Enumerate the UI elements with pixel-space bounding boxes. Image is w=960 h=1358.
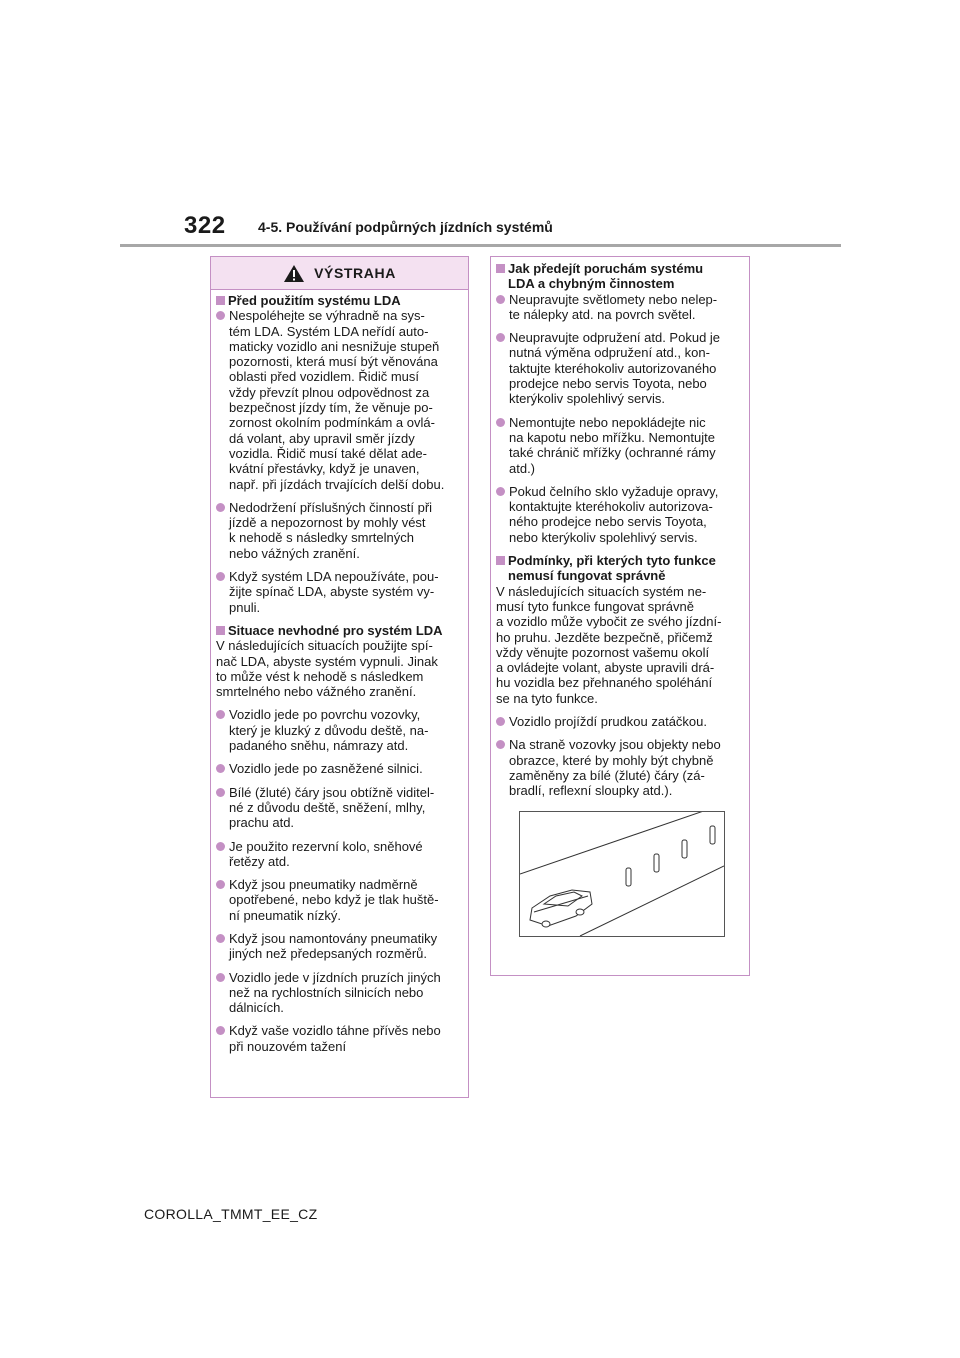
bullet-item	[496, 415, 744, 476]
text-line: pnuli.	[229, 599, 261, 615]
bullet-item	[216, 308, 463, 492]
text-line: se na tyto funkce.	[496, 690, 598, 706]
text-line: jiných než předepsaných rozměrů.	[229, 946, 427, 962]
text-line: Pokud čelního sklo vyžaduje opravy,	[509, 483, 719, 499]
header-rule	[120, 244, 841, 247]
heading-before-use: Před použitím systému LDA	[216, 293, 463, 308]
text-line: Bílé (žluté) čáry jsou obtížně viditel-	[229, 784, 435, 800]
text-line: řetězy atd.	[229, 853, 290, 869]
car-and-guardrail-drawing	[520, 812, 724, 936]
bullet-item	[496, 714, 744, 729]
text-line: Podmínky, při kterých tyto funkce	[508, 553, 716, 569]
text-line: bezpečnost jízdy tím, že věnuje po-	[229, 400, 433, 416]
text-line: ní pneumatik nízký.	[229, 907, 341, 923]
text-line: Neupravujte odpružení atd. Pokud je	[509, 330, 721, 346]
text-line: zaměněny za bílé (žluté) čáry (zá-	[509, 767, 705, 783]
warning-header	[211, 257, 468, 290]
text-line: Neupravujte světlomety nebo nelep-	[509, 291, 718, 307]
text-line: smrtelného nebo vážného zranění.	[216, 684, 417, 700]
text-line: prachu atd.	[229, 815, 295, 831]
text-line: Nedodržení příslušných činností při	[229, 499, 433, 515]
text-line: Když systém LDA nepoužíváte, pou-	[229, 569, 439, 585]
text-line: nač LDA, abyste systém vypnuli. Jinak	[216, 653, 438, 669]
text-line: vždy věnujte pozornost vašemu okolí	[496, 644, 710, 660]
bullet-item	[216, 707, 463, 753]
bullet-item	[216, 500, 463, 561]
text-line: atd.)	[509, 460, 536, 476]
text-line: Nemontujte nebo nepokládejte nic	[509, 414, 706, 430]
text-line: kontaktujte kteréhokoliv autorizova-	[509, 499, 713, 515]
text-line: k nehodě s následky smrtelných	[229, 530, 414, 546]
text-line: ho pruhu. Jezděte bezpečně, přičemž	[496, 629, 713, 645]
bullet-item	[496, 737, 744, 798]
text-line: zornost okolním podmínkám a ovlá-	[229, 415, 435, 431]
text-line: než na rychlostních silnicích nebo	[229, 984, 424, 1000]
text-line: pozornosti, která musí být věnována	[229, 354, 438, 370]
text-line: bradlí, reflexní sloupky atd.).	[509, 783, 673, 799]
text-line: dá volant, aby upravil směr jízdy	[229, 430, 415, 446]
text-line: na kapotu nebo mřížku. Nemontujte	[509, 429, 715, 445]
text-line: nutná výměna odpružení atd., kon-	[509, 345, 710, 361]
text-line: nebo vážných zranění.	[229, 545, 360, 561]
text-line: vždy převzít plnou odpovědnost za	[229, 384, 430, 400]
text-line: který je kluzký z důvodu deště, na-	[229, 722, 429, 738]
page-number: 322	[184, 212, 226, 239]
text-line: prodejce nebo servis Toyota, nebo	[509, 376, 707, 392]
bullet-item	[496, 292, 744, 323]
text-line: kvátní přestávky, když je unaven,	[229, 461, 420, 477]
text-line: taktujte kteréhokoliv autorizovaného	[509, 360, 717, 376]
text-line: Když jsou pneumatiky nadměrně	[229, 877, 418, 893]
text-line: Vozidlo projíždí prudkou zatáčkou.	[509, 714, 708, 730]
text-line: opotřebené, nebo když je tlak huště-	[229, 892, 439, 908]
text-line: musí tyto funkce fungovat správně	[496, 598, 694, 614]
text-line: také chránič mřížky (ochranné rámy	[509, 445, 716, 461]
bullet-item	[216, 970, 463, 1016]
road-illustration	[519, 811, 725, 937]
heading-prevent-malfunction	[496, 261, 744, 292]
bullet-item	[216, 785, 463, 831]
text-line: Vozidlo jede v jízdních pruzích jiných	[229, 969, 441, 985]
text-line: V následujících situacích použijte spí-	[216, 638, 433, 654]
bullet-item	[216, 877, 463, 923]
document-code: COROLLA_TMMT_EE_CZ	[144, 1206, 318, 1222]
text-line: to může vést k nehodě s následkem	[216, 668, 424, 684]
bullet-item	[216, 839, 463, 870]
text-line: dálnicích.	[229, 1000, 284, 1016]
text-line: Je použito rezervní kolo, sněhové	[229, 838, 423, 854]
text-line: né z důvodu deště, sněžení, mlhy,	[229, 799, 426, 815]
text-line: obrazce, které by mohly být chybně	[509, 752, 714, 768]
heading-unsuitable-situations: Situace nevhodné pro systém LDA	[216, 623, 463, 638]
text-line: tém LDA. Systém LDA neřídí auto-	[229, 323, 429, 339]
text-line: Vozidlo jede po zasněžené silnici.	[229, 761, 423, 777]
text-line: nemusí fungovat správně	[508, 568, 666, 584]
text-line: hu vozidla bez přehnaného spoléhání	[496, 675, 713, 691]
text-line: a vozidlo může vybočit ze svého jízdní-	[496, 614, 722, 630]
bullet-item	[496, 484, 744, 545]
bullet-item	[216, 569, 463, 615]
warning-title: VÝSTRAHA	[314, 265, 396, 281]
text-line: nebo kterýkoliv spolehlivý servis.	[509, 529, 698, 545]
text-line: LDA a chybným činnostem	[508, 276, 675, 292]
warning-triangle-icon	[283, 264, 305, 283]
warning-box-continued	[490, 256, 750, 976]
paragraph	[216, 638, 463, 699]
text-line: Vozidlo jede po povrchu vozovky,	[229, 707, 421, 723]
text-line: oblasti před vozidlem. Řidič musí	[229, 369, 420, 385]
text-line: kterýkoliv spolehlivý servis.	[509, 391, 666, 407]
text-line: vozidla. Řidič musí také dělat ade-	[229, 445, 427, 461]
bullet-item	[496, 330, 744, 406]
paragraph	[496, 584, 744, 706]
text-line: ného prodejce nebo servis Toyota,	[509, 514, 707, 530]
warning-box	[210, 256, 469, 1098]
text-line: V následujících situacích systém ne-	[496, 583, 707, 599]
bullet-item	[216, 931, 463, 962]
bullet-item	[216, 761, 463, 776]
bullet-item	[216, 1023, 463, 1054]
text-line: Nespoléhejte se výhradně na sys-	[229, 308, 425, 324]
text-line: maticky vozidlo ani nesnižuje stupeň	[229, 338, 440, 354]
text-line: jízdě a nepozornost by mohly vést	[229, 515, 426, 531]
text-line: při nouzovém tažení	[229, 1038, 347, 1054]
text-line: Když vaše vozidlo táhne přívěs nebo	[229, 1023, 441, 1039]
section-title: 4-5. Používání podpůrných jízdních systémů	[258, 219, 553, 235]
text-line: např. při jízdách trvajících delší dobu.	[229, 476, 445, 492]
text-line: padaného sněhu, námrazy atd.	[229, 738, 409, 754]
text-line: žijte spínač LDA, abyste systém vy-	[229, 584, 435, 600]
text-line: te nálepky atd. na povrch světel.	[509, 306, 696, 322]
text-line: a ovládejte volant, abyste upravili drá-	[496, 660, 715, 676]
heading-conditions	[496, 553, 744, 584]
text-line: Když jsou namontovány pneumatiky	[229, 930, 438, 946]
text-line: Jak předejít poruchám systému	[508, 261, 704, 276]
text-line: Na straně vozovky jsou objekty nebo	[509, 737, 721, 753]
